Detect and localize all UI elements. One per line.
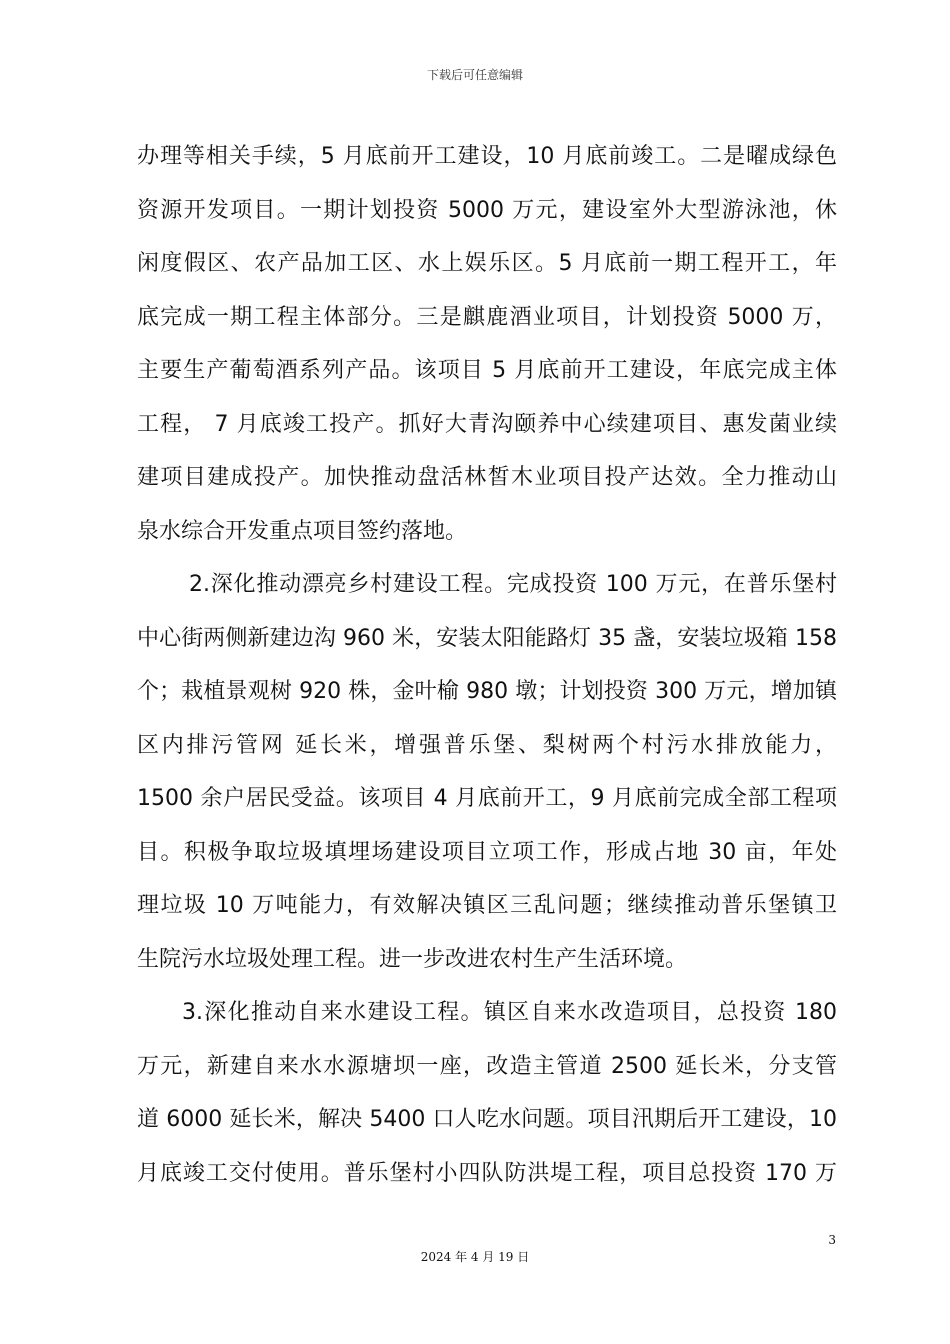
text-line: 办理等相关手续，5 月底前开工建设，10 月底前竣工。二是曜成绿色	[137, 144, 837, 169]
text-line: 资源开发项目。一期计划投资 5000 万元，建设室外大型游泳池，休	[137, 197, 837, 223]
text-line: 泉水综合开发重点项目签约落地。	[137, 518, 468, 544]
text-line: 目。积极争取垃圾填埋场建设项目立项工作，形成占地 30 亩，年处	[137, 839, 837, 865]
text-line: 3.深化推动自来水建设工程。镇区自来水改造项目，总投资 180	[182, 1000, 837, 1025]
text-line: 万元，新建自来水水源塘坝一座，改造主管道 2500 延长米，分支管	[137, 1053, 837, 1079]
footer-date: 2024 年 4 月 19 日	[420, 1250, 530, 1264]
text-line: 月底竣工交付使用。普乐堡村小四队防洪堤工程，项目总投资 170 万	[137, 1160, 837, 1186]
text-line: 工程， 7 月底竣工投产。抓好大青沟颐养中心续建项目、惠发菌业续	[137, 411, 837, 437]
paragraph-3	[137, 986, 837, 1200]
document-body	[137, 130, 837, 1200]
text-line: 理垃圾 10 万吨能力，有效解决镇区三乱问题；继续推动普乐堡镇卫	[137, 893, 837, 918]
paragraph-1	[137, 130, 837, 558]
page-header: 下载后可任意编辑	[426, 68, 523, 82]
text-line: 中心街两侧新建边沟 960 米，安装太阳能路灯 35 盏，安装垃圾箱 158	[137, 625, 837, 651]
text-line: 建项目建成投产。加快推动盘活林皙木业项目投产达效。全力推动山	[137, 465, 837, 490]
text-line: 个；栽植景观树 920 株，金叶榆 980 墩；计划投资 300 万元，增加镇	[137, 679, 837, 704]
text-line: 闲度假区、农产品加工区、水上娱乐区。5 月底前一期工程开工，年	[137, 251, 837, 276]
text-line: 主要生产葡萄酒系列产品。该项目 5 月底前开工建设，年底完成主体	[137, 358, 837, 383]
text-line: 1500 余户居民受益。该项目 4 月底前开工，9 月底前完成全部工程项	[137, 786, 837, 811]
text-line: 底完成一期工程主体部分。三是麒鹿酒业项目，计划投资 5000 万，	[137, 304, 837, 330]
text-line: 2.深化推动漂亮乡村建设工程。完成投资 100 万元，在普乐堡村	[189, 572, 837, 597]
page-number: 3	[828, 1233, 836, 1247]
text-line: 区内排污管网 延长米，增强普乐堡、梨树两个村污水排放能力，	[137, 732, 837, 758]
text-line: 生院污水垃圾处理工程。进一步改进农村生产生活环境。	[137, 946, 688, 972]
paragraph-2	[137, 558, 837, 986]
text-line: 道 6000 延长米，解决 5400 口人吃水问题。项目汛期后开工建设，10	[137, 1107, 837, 1132]
